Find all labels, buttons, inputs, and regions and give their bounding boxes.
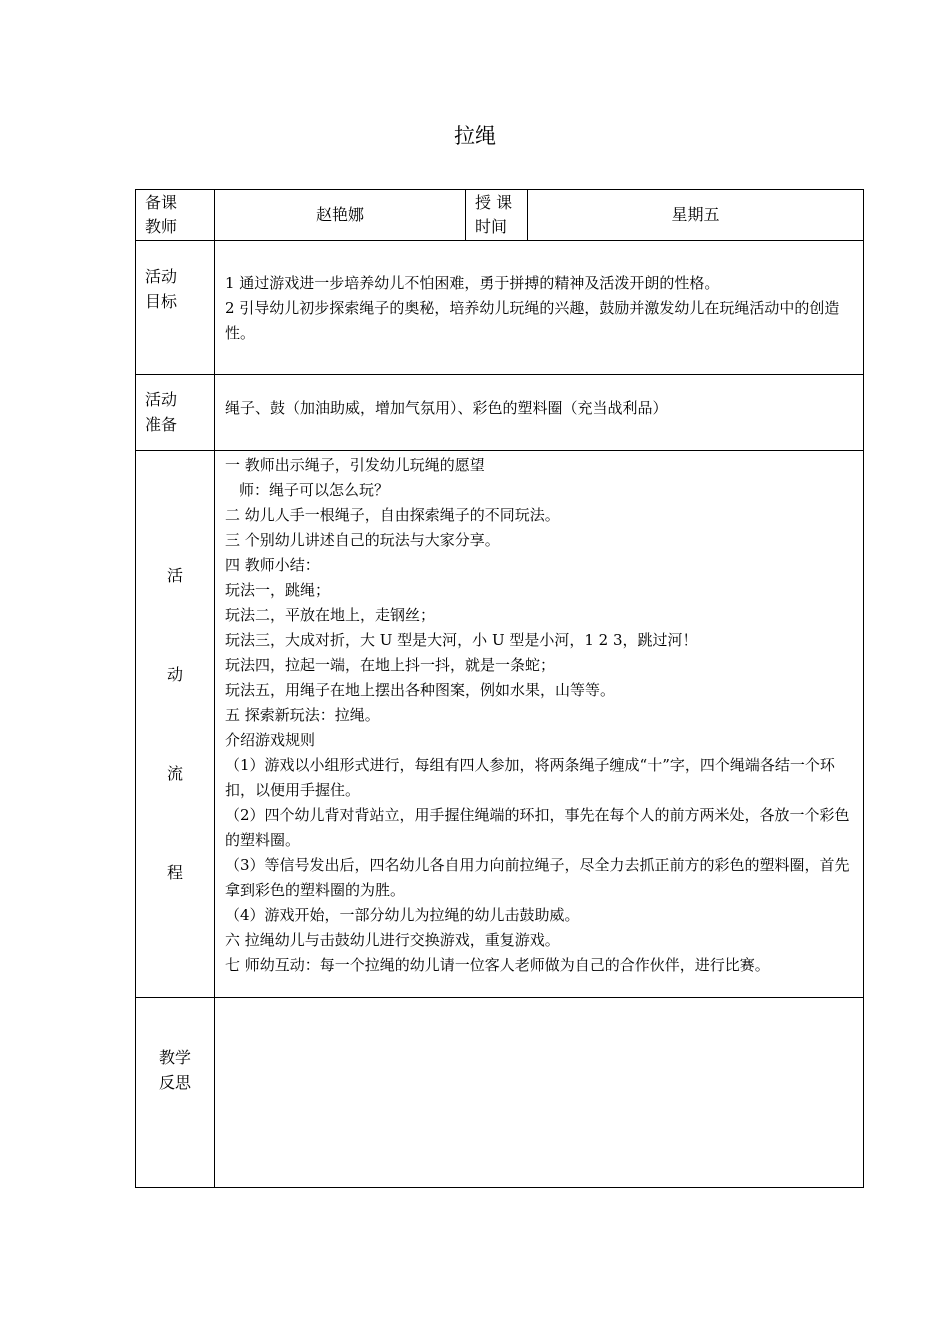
process-line: （2）四个幼儿背对背站立，用手握住绳端的环扣，事先在每个人的前方两米处，各放一个彩色的塑料圈。 bbox=[225, 806, 850, 849]
time-label-cell bbox=[466, 190, 528, 241]
time-label-line1: 授 课 bbox=[475, 192, 513, 212]
process-label-char: 流 bbox=[166, 764, 183, 783]
process-line: （3）等信号发出后，四名幼儿各自用力向前拉绳子，尽全力去抓正前方的彩色的塑料圈，首先拿到彩色的塑料圈的为胜。 bbox=[225, 856, 850, 899]
process-line: 玩法二，平放在地上，走钢丝； bbox=[225, 606, 436, 624]
time-value: 星期五 bbox=[528, 190, 864, 241]
goals-label-cell bbox=[136, 241, 215, 375]
process-label-cell bbox=[136, 451, 215, 998]
goals-label-line2: 目标 bbox=[145, 291, 178, 311]
goals-label-line1: 活动 bbox=[145, 267, 178, 286]
reflection-label-line2: 反思 bbox=[158, 1072, 191, 1092]
process-row bbox=[136, 451, 864, 998]
preparation-label-line1: 活动 bbox=[145, 390, 178, 409]
goal-item: 2 引导幼儿初步探索绳子的奥秘，培养幼儿玩绳的兴趣，鼓励并激发幼儿在玩绳活动中的创造性。 bbox=[225, 299, 840, 342]
process-line: 七 师幼互动：每一个拉绳的幼儿请一位客人老师做为自己的合作伙伴，进行比赛。 bbox=[225, 956, 770, 974]
reflection-label-cell bbox=[136, 998, 215, 1188]
process-line: 玩法五，用绳子在地上摆出各种图案，例如水果，山等等。 bbox=[225, 681, 616, 699]
process-content bbox=[215, 451, 864, 998]
process-line: 玩法四，拉起一端，在地上抖一抖，就是一条蛇； bbox=[225, 656, 556, 674]
goals-content bbox=[215, 241, 864, 375]
teacher-label-line1: 备课 bbox=[145, 192, 178, 212]
preparation-label-line2: 准备 bbox=[145, 414, 178, 434]
preparation-row bbox=[136, 375, 864, 451]
process-line: 一 教师出示绳子，引发幼儿玩绳的愿望 bbox=[225, 456, 485, 474]
time-label-line2: 时间 bbox=[475, 217, 508, 236]
process-line: 玩法一，跳绳； bbox=[225, 581, 331, 599]
preparation-content: 绳子、鼓（加油助威，增加气氛用）、彩色的塑料圈（充当战利品） bbox=[215, 375, 864, 451]
process-line: 五 探索新玩法：拉绳。 bbox=[225, 706, 380, 724]
document-title: 拉绳 bbox=[454, 124, 496, 148]
process-line: 介绍游戏规则 bbox=[225, 731, 316, 749]
teacher-label-cell bbox=[136, 190, 215, 241]
teacher-name: 赵艳娜 bbox=[215, 190, 466, 241]
process-label-char: 活 bbox=[166, 566, 183, 585]
process-line: 师：绳子可以怎么玩？ bbox=[239, 481, 390, 499]
reflection-row bbox=[136, 998, 864, 1188]
process-line: 四 教师小结： bbox=[225, 556, 320, 574]
process-line: 三 个别幼儿讲述自己的玩法与大家分享。 bbox=[225, 531, 500, 549]
process-label-char: 动 bbox=[166, 665, 183, 684]
process-line: 玩法三，大成对折，大 U 型是大河，小 U 型是小河，1 2 3，跳过河！ bbox=[225, 631, 698, 649]
process-line: 六 拉绳幼儿与击鼓幼儿进行交换游戏，重复游戏。 bbox=[225, 931, 560, 949]
reflection-content bbox=[215, 998, 864, 1188]
goals-row bbox=[136, 241, 864, 375]
header-row bbox=[136, 190, 864, 241]
goal-item: 1 通过游戏进一步培养幼儿不怕困难，勇于拼搏的精神及活泼开朗的性格。 bbox=[225, 274, 720, 292]
preparation-label-cell bbox=[136, 375, 215, 451]
process-label-char: 程 bbox=[166, 863, 183, 882]
reflection-label-line1: 教学 bbox=[158, 1048, 191, 1067]
lesson-plan-table bbox=[135, 189, 864, 1188]
process-line: 二 幼儿人手一根绳子，自由探索绳子的不同玩法。 bbox=[225, 506, 560, 524]
process-line: （4）游戏开始，一部分幼儿为拉绳的幼儿击鼓助威。 bbox=[225, 906, 580, 924]
teacher-label-line2: 教师 bbox=[145, 217, 178, 236]
process-line: （1）游戏以小组形式进行，每组有四人参加，将两条绳子缠成“十”字，四个绳端各结一个环扣，以便用手握住。 bbox=[225, 756, 835, 799]
